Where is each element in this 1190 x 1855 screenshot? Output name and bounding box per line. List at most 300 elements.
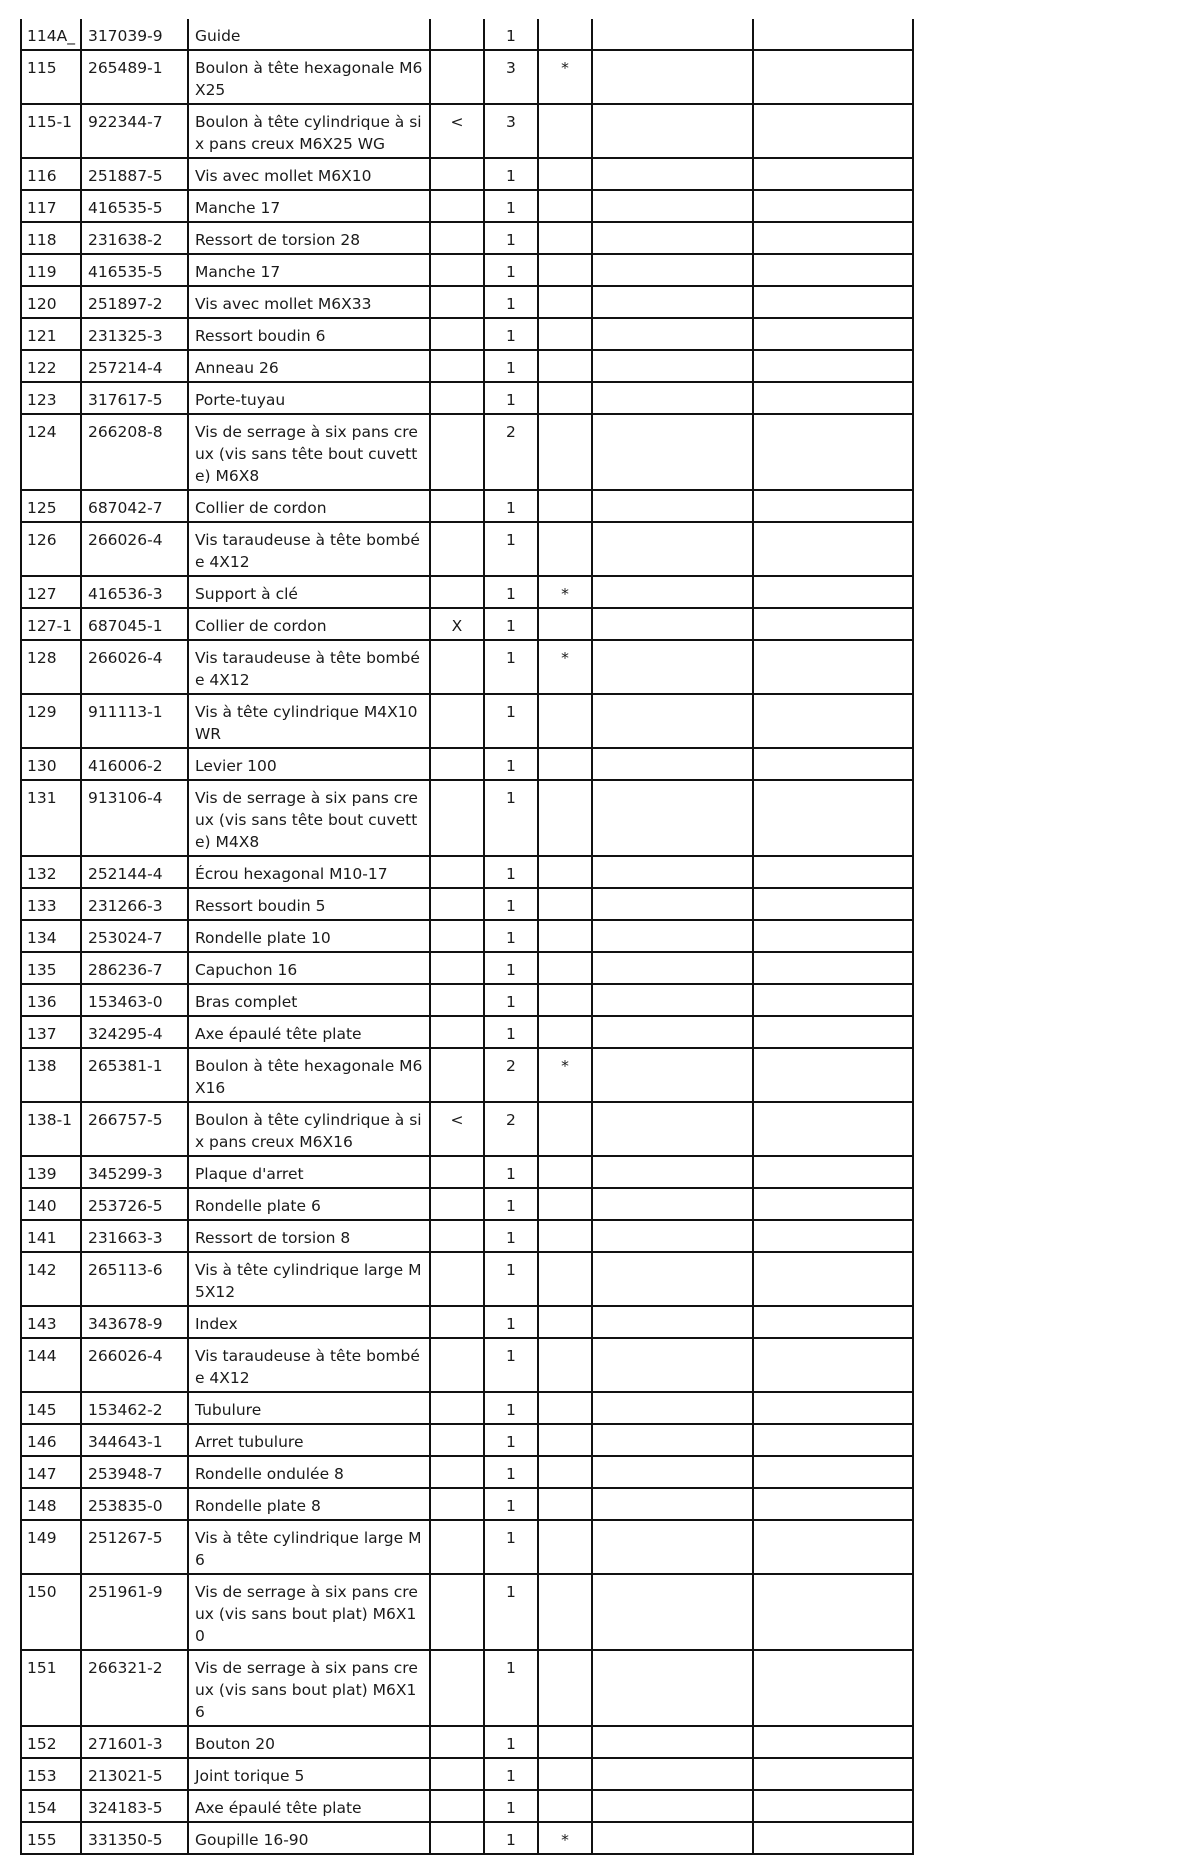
table-row — [21, 856, 913, 888]
blank-cell — [753, 1790, 913, 1822]
part-code-cell — [81, 952, 188, 984]
blank-cell — [753, 888, 913, 920]
part-code: 257214-4 — [87, 359, 163, 377]
part-description: Vis taraudeuse à tête bombée 4X12 — [194, 531, 420, 571]
part-code: 911113-1 — [87, 703, 163, 721]
interchange-flag-cell — [430, 222, 484, 254]
note-mark-cell — [538, 1574, 592, 1650]
note-mark-cell — [538, 286, 592, 318]
note-mark — [539, 159, 591, 167]
part-description-cell — [188, 490, 430, 522]
blank-cell — [753, 1726, 913, 1758]
item-number: 127-1 — [27, 617, 73, 635]
quantity-cell — [484, 1726, 538, 1758]
blank-cell — [753, 984, 913, 1016]
interchange-flag — [431, 1339, 483, 1347]
item-number: 140 — [27, 1197, 57, 1215]
item-number: 123 — [27, 391, 57, 409]
note-mark-cell — [538, 780, 592, 856]
blank-cell — [592, 104, 753, 158]
part-description: Collier de cordon — [194, 617, 327, 635]
blank-cell — [753, 104, 913, 158]
note-mark — [539, 255, 591, 263]
table-row — [21, 490, 913, 522]
blank-cell — [592, 748, 753, 780]
part-description: Vis taraudeuse à tête bombée 4X12 — [194, 649, 420, 689]
note-mark: * — [561, 59, 569, 77]
table-row — [21, 748, 913, 780]
part-description-cell — [188, 1424, 430, 1456]
item-number: 127 — [27, 585, 57, 603]
note-mark-cell — [538, 1456, 592, 1488]
blank-cell — [592, 1790, 753, 1822]
interchange-flag-cell — [430, 1822, 484, 1854]
interchange-flag — [431, 1307, 483, 1315]
quantity: 1 — [506, 1831, 516, 1849]
part-code-cell — [81, 1338, 188, 1392]
quantity-cell — [484, 1188, 538, 1220]
quantity-cell — [484, 1456, 538, 1488]
note-mark — [539, 695, 591, 703]
blank-cell — [753, 1574, 913, 1650]
note-mark — [539, 287, 591, 295]
interchange-flag — [431, 1393, 483, 1401]
note-mark: * — [561, 585, 569, 603]
table-row — [21, 576, 913, 608]
note-mark-cell — [538, 1520, 592, 1574]
part-description-cell — [188, 984, 430, 1016]
part-description: Vis à tête cylindrique large M5X12 — [194, 1261, 422, 1301]
part-code-cell — [81, 1048, 188, 1102]
note-mark — [539, 1791, 591, 1799]
note-mark — [539, 953, 591, 961]
part-description-cell — [188, 1758, 430, 1790]
blank-cell — [592, 1252, 753, 1306]
quantity-cell — [484, 1156, 538, 1188]
item-number-cell — [21, 414, 81, 490]
table-row — [21, 19, 913, 50]
note-mark-cell — [538, 1102, 592, 1156]
interchange-flag — [431, 1727, 483, 1735]
interchange-flag-cell — [430, 1016, 484, 1048]
item-number-cell — [21, 50, 81, 104]
part-code-cell — [81, 1650, 188, 1726]
interchange-flag-cell — [430, 1392, 484, 1424]
note-mark — [539, 191, 591, 199]
blank-cell — [753, 640, 913, 694]
interchange-flag: X — [451, 617, 463, 635]
blank-cell — [753, 1102, 913, 1156]
part-code-cell — [81, 1392, 188, 1424]
blank-cell — [753, 920, 913, 952]
note-mark — [539, 1221, 591, 1229]
note-mark — [539, 1489, 591, 1497]
blank-cell — [753, 490, 913, 522]
quantity: 1 — [506, 1025, 516, 1043]
part-code: 265489-1 — [87, 59, 163, 77]
note-mark-cell — [538, 104, 592, 158]
item-number: 119 — [27, 263, 57, 281]
item-number-cell — [21, 856, 81, 888]
quantity: 1 — [506, 703, 516, 721]
quantity-cell — [484, 1650, 538, 1726]
item-number-cell — [21, 1252, 81, 1306]
interchange-flag-cell — [430, 694, 484, 748]
part-code-cell — [81, 1188, 188, 1220]
quantity-cell — [484, 104, 538, 158]
part-description: Support à clé — [194, 585, 298, 603]
note-mark-cell — [538, 50, 592, 104]
part-code: 416535-5 — [87, 199, 163, 217]
interchange-flag-cell — [430, 190, 484, 222]
blank-cell — [592, 888, 753, 920]
quantity: 1 — [506, 929, 516, 947]
table-row — [21, 522, 913, 576]
quantity: 1 — [506, 531, 516, 549]
part-description: Index — [194, 1315, 238, 1333]
blank-cell — [592, 1574, 753, 1650]
note-mark-cell — [538, 576, 592, 608]
part-code-cell — [81, 856, 188, 888]
quantity-cell — [484, 1520, 538, 1574]
part-description: Levier 100 — [194, 757, 277, 775]
interchange-flag-cell — [430, 1488, 484, 1520]
blank-cell — [753, 318, 913, 350]
part-description-cell — [188, 748, 430, 780]
blank-cell — [753, 694, 913, 748]
interchange-flag — [431, 641, 483, 649]
quantity: 1 — [506, 1529, 516, 1547]
part-description-cell — [188, 1048, 430, 1102]
item-number: 152 — [27, 1735, 57, 1753]
interchange-flag-cell — [430, 576, 484, 608]
blank-cell — [592, 382, 753, 414]
table-row — [21, 1048, 913, 1102]
quantity: 1 — [506, 1735, 516, 1753]
note-mark-cell — [538, 1758, 592, 1790]
table-row — [21, 1220, 913, 1252]
table-row — [21, 1102, 913, 1156]
note-mark: * — [561, 1831, 569, 1849]
blank-cell — [753, 286, 913, 318]
item-number-cell — [21, 1016, 81, 1048]
item-number-cell — [21, 522, 81, 576]
part-description: Goupille 16-90 — [194, 1831, 309, 1849]
interchange-flag — [431, 1489, 483, 1497]
blank-cell — [592, 1424, 753, 1456]
part-code: 687045-1 — [87, 617, 163, 635]
blank-cell — [592, 640, 753, 694]
part-code-cell — [81, 1156, 188, 1188]
interchange-flag-cell — [430, 984, 484, 1016]
blank-cell — [753, 856, 913, 888]
table-row — [21, 1726, 913, 1758]
blank-cell — [592, 190, 753, 222]
blank-cell — [753, 1048, 913, 1102]
interchange-flag-cell — [430, 1102, 484, 1156]
table-row — [21, 1822, 913, 1854]
interchange-flag-cell — [430, 1424, 484, 1456]
item-number: 122 — [27, 359, 57, 377]
part-description: Joint torique 5 — [194, 1767, 305, 1785]
part-code-cell — [81, 286, 188, 318]
quantity-cell — [484, 1488, 538, 1520]
part-code: 266026-4 — [87, 649, 163, 667]
item-number-cell — [21, 1456, 81, 1488]
table-row — [21, 1574, 913, 1650]
quantity-cell — [484, 1392, 538, 1424]
interchange-flag-cell — [430, 1048, 484, 1102]
quantity-cell — [484, 254, 538, 286]
part-code: 231663-3 — [87, 1229, 163, 1247]
part-description: Rondelle plate 6 — [194, 1197, 321, 1215]
interchange-flag-cell — [430, 1650, 484, 1726]
note-mark: * — [561, 1057, 569, 1075]
part-description-cell — [188, 158, 430, 190]
interchange-flag — [431, 223, 483, 231]
note-mark-cell — [538, 1424, 592, 1456]
blank-cell — [753, 576, 913, 608]
blank-cell — [592, 1188, 753, 1220]
part-code: 317039-9 — [87, 27, 163, 45]
table-row — [21, 1456, 913, 1488]
interchange-flag — [431, 1049, 483, 1057]
quantity: 3 — [506, 59, 516, 77]
interchange-flag-cell — [430, 1338, 484, 1392]
quantity: 1 — [506, 1497, 516, 1515]
blank-cell — [753, 1520, 913, 1574]
table-row — [21, 888, 913, 920]
part-code-cell — [81, 1574, 188, 1650]
interchange-flag — [431, 1791, 483, 1799]
note-mark-cell — [538, 1252, 592, 1306]
interchange-flag — [431, 577, 483, 585]
blank-cell — [592, 856, 753, 888]
item-number-cell — [21, 1048, 81, 1102]
item-number: 142 — [27, 1261, 57, 1279]
interchange-flag-cell — [430, 382, 484, 414]
item-number-cell — [21, 1424, 81, 1456]
blank-cell — [753, 414, 913, 490]
part-description: Bouton 20 — [194, 1735, 275, 1753]
table-row — [21, 1392, 913, 1424]
part-code: 324295-4 — [87, 1025, 163, 1043]
item-number: 130 — [27, 757, 57, 775]
blank-cell — [592, 522, 753, 576]
part-description: Rondelle plate 8 — [194, 1497, 321, 1515]
quantity: 1 — [506, 617, 516, 635]
item-number-cell — [21, 608, 81, 640]
quantity: 1 — [506, 585, 516, 603]
quantity-cell — [484, 1424, 538, 1456]
interchange-flag-cell — [430, 608, 484, 640]
blank-cell — [753, 1016, 913, 1048]
part-code: 265381-1 — [87, 1057, 163, 1075]
item-number: 115-1 — [27, 113, 73, 131]
part-description: Vis avec mollet M6X10 — [194, 167, 372, 185]
part-description-cell — [188, 254, 430, 286]
blank-cell — [753, 1306, 913, 1338]
note-mark-cell — [538, 414, 592, 490]
interchange-flag — [431, 415, 483, 423]
interchange-flag-cell — [430, 50, 484, 104]
note-mark — [539, 1307, 591, 1315]
part-description-cell — [188, 780, 430, 856]
part-code: 251267-5 — [87, 1529, 163, 1547]
part-description-cell — [188, 1822, 430, 1854]
part-description: Vis à tête cylindrique large M6 — [194, 1529, 422, 1569]
part-code: 266757-5 — [87, 1111, 163, 1129]
blank-cell — [753, 952, 913, 984]
blank-cell — [753, 1488, 913, 1520]
part-code: 253948-7 — [87, 1465, 163, 1483]
part-code-cell — [81, 888, 188, 920]
item-number-cell — [21, 19, 81, 50]
item-number-cell — [21, 1650, 81, 1726]
part-code-cell — [81, 1520, 188, 1574]
note-mark-cell — [538, 1650, 592, 1726]
part-description-cell — [188, 694, 430, 748]
blank-cell — [592, 1392, 753, 1424]
blank-cell — [753, 1758, 913, 1790]
interchange-flag — [431, 1017, 483, 1025]
part-code-cell — [81, 1220, 188, 1252]
note-mark — [539, 749, 591, 757]
note-mark-cell — [538, 254, 592, 286]
note-mark — [539, 19, 591, 27]
part-code-cell — [81, 1456, 188, 1488]
part-code: 416006-2 — [87, 757, 163, 775]
part-code: 253835-0 — [87, 1497, 163, 1515]
item-number-cell — [21, 1338, 81, 1392]
part-description: Vis de serrage à six pans creux (vis sans tête bout cuvette) M6X8 — [194, 423, 418, 485]
blank-cell — [753, 522, 913, 576]
blank-cell — [592, 1156, 753, 1188]
item-number: 115 — [27, 59, 57, 77]
part-description: Guide — [194, 27, 241, 45]
item-number: 154 — [27, 1799, 57, 1817]
table-row — [21, 1338, 913, 1392]
quantity: 1 — [506, 1261, 516, 1279]
table-row — [21, 1488, 913, 1520]
table-row — [21, 286, 913, 318]
table-row — [21, 1252, 913, 1306]
part-code: 251887-5 — [87, 167, 163, 185]
part-description-cell — [188, 350, 430, 382]
note-mark-cell — [538, 1016, 592, 1048]
table-row — [21, 640, 913, 694]
part-description: Boulon à tête hexagonale M6X25 — [194, 59, 423, 99]
part-description: Arret tubulure — [194, 1433, 304, 1451]
interchange-flag-cell — [430, 1520, 484, 1574]
table-row — [21, 1156, 913, 1188]
blank-cell — [753, 190, 913, 222]
interchange-flag-cell — [430, 748, 484, 780]
part-code: 253024-7 — [87, 929, 163, 947]
part-code-cell — [81, 1306, 188, 1338]
note-mark-cell — [538, 1306, 592, 1338]
note-mark-cell — [538, 984, 592, 1016]
blank-cell — [753, 350, 913, 382]
interchange-flag — [431, 695, 483, 703]
item-number-cell — [21, 1758, 81, 1790]
quantity: 1 — [506, 167, 516, 185]
item-number-cell — [21, 576, 81, 608]
quantity: 1 — [506, 961, 516, 979]
blank-cell — [592, 694, 753, 748]
part-description-cell — [188, 1188, 430, 1220]
item-number-cell — [21, 1726, 81, 1758]
quantity: 2 — [506, 1057, 516, 1075]
part-code-cell — [81, 350, 188, 382]
interchange-flag-cell — [430, 254, 484, 286]
quantity: 2 — [506, 423, 516, 441]
note-mark-cell — [538, 490, 592, 522]
item-number: 143 — [27, 1315, 57, 1333]
part-description-cell — [188, 104, 430, 158]
item-number-cell — [21, 158, 81, 190]
interchange-flag-cell — [430, 1188, 484, 1220]
quantity: 2 — [506, 1111, 516, 1129]
item-number-cell — [21, 984, 81, 1016]
part-code: 231638-2 — [87, 231, 163, 249]
part-description-cell — [188, 856, 430, 888]
blank-cell — [753, 1456, 913, 1488]
part-description: Axe épaulé tête plate — [194, 1799, 362, 1817]
item-number: 132 — [27, 865, 57, 883]
table-row — [21, 190, 913, 222]
part-code: 213021-5 — [87, 1767, 163, 1785]
part-description-cell — [188, 1338, 430, 1392]
note-mark-cell — [538, 748, 592, 780]
interchange-flag-cell — [430, 318, 484, 350]
interchange-flag — [431, 1157, 483, 1165]
quantity-cell — [484, 318, 538, 350]
interchange-flag-cell — [430, 920, 484, 952]
blank-cell — [592, 576, 753, 608]
table-row — [21, 608, 913, 640]
note-mark — [539, 523, 591, 531]
item-number-cell — [21, 318, 81, 350]
part-description-cell — [188, 190, 430, 222]
item-number-cell — [21, 780, 81, 856]
item-number: 145 — [27, 1401, 57, 1419]
part-code-cell — [81, 640, 188, 694]
part-description-cell — [188, 920, 430, 952]
note-mark — [539, 1457, 591, 1465]
note-mark-cell — [538, 888, 592, 920]
interchange-flag: < — [450, 1111, 464, 1129]
part-code: 922344-7 — [87, 113, 163, 131]
quantity-cell — [484, 522, 538, 576]
interchange-flag-cell — [430, 888, 484, 920]
part-description-cell — [188, 286, 430, 318]
interchange-flag — [431, 255, 483, 263]
interchange-flag — [431, 1253, 483, 1261]
note-mark — [539, 985, 591, 993]
part-description: Capuchon 16 — [194, 961, 298, 979]
note-mark — [539, 921, 591, 929]
quantity: 1 — [506, 391, 516, 409]
interchange-flag — [431, 953, 483, 961]
part-code-cell — [81, 522, 188, 576]
blank-cell — [592, 984, 753, 1016]
table-row — [21, 1650, 913, 1726]
interchange-flag-cell — [430, 350, 484, 382]
part-code-cell — [81, 490, 188, 522]
item-number-cell — [21, 104, 81, 158]
note-mark-cell — [538, 608, 592, 640]
